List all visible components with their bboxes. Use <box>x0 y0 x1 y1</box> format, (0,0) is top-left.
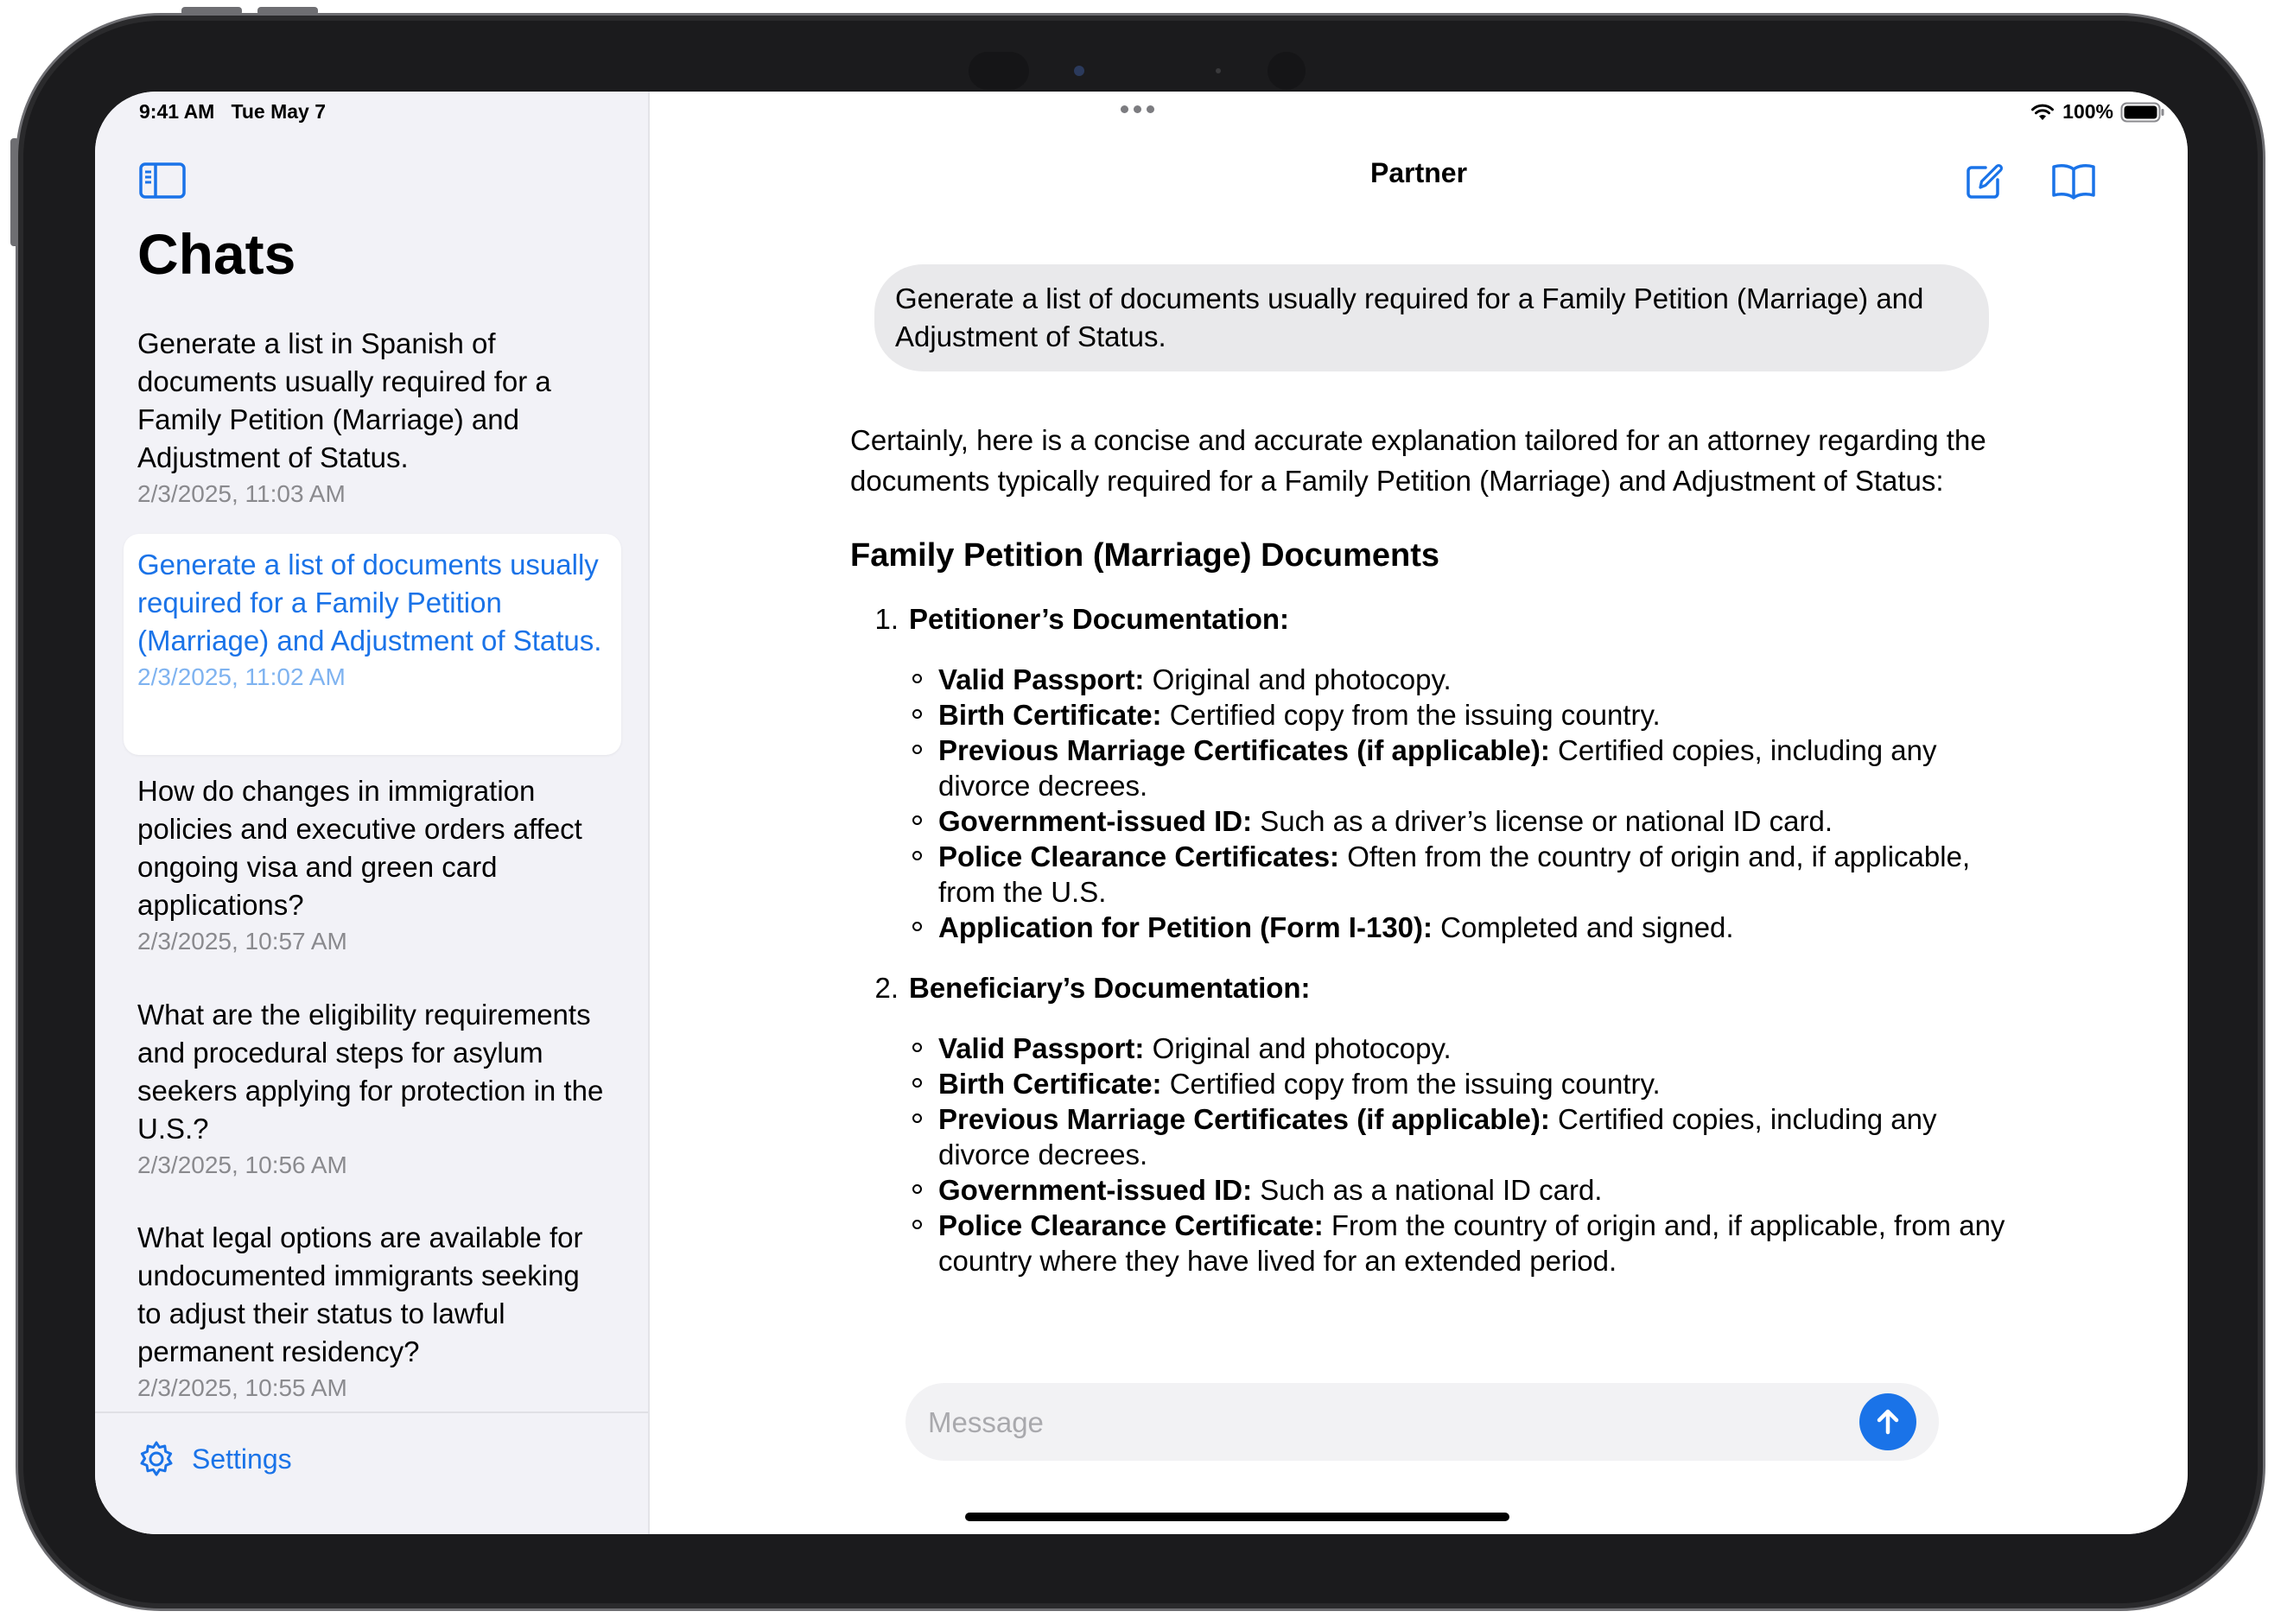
bullet-list <box>850 662 2008 945</box>
message-input[interactable] <box>926 1399 1837 1447</box>
bullet-label: Valid Passport: <box>938 1032 1145 1064</box>
list-item <box>909 1101 2008 1172</box>
list-item <box>909 839 2008 910</box>
wifi-icon <box>2030 103 2055 122</box>
chat-item-text: Generate a list in Spanish of documents usually required for a Family Petition (Marriage) and Adjustment of Status. <box>137 327 551 473</box>
list-item <box>909 1172 2008 1208</box>
list-item <box>909 662 2008 697</box>
bullet-text: Original and photocopy. <box>1144 1032 1452 1064</box>
bullet-label: Previous Marriage Certificates (if applicable): <box>938 1103 1550 1135</box>
list-item <box>909 803 2008 839</box>
bullet-text: Such as a driver’s license or national ID card. <box>1252 805 1833 837</box>
book-icon <box>2049 159 2098 202</box>
settings-button[interactable] <box>137 1439 292 1479</box>
message-composer <box>905 1383 1939 1461</box>
bullet-label: Police Clearance Certificates: <box>938 841 1340 872</box>
section-number: 2. <box>874 972 899 1004</box>
chat-item-time: 2/3/2025, 10:57 AM <box>137 928 347 955</box>
send-button[interactable] <box>1859 1393 1916 1450</box>
compose-button[interactable] <box>1963 159 2006 202</box>
status-time-text: 9:41 AM <box>139 100 215 123</box>
battery-icon <box>2120 101 2165 124</box>
chat-list-item-selected[interactable] <box>124 534 621 755</box>
chat-item-time: 2/3/2025, 10:56 AM <box>137 1151 347 1178</box>
list-item <box>909 733 2008 803</box>
chat-list-item[interactable] <box>124 996 621 1181</box>
compose-icon <box>1963 159 2006 202</box>
bullet-label: Application for Petition (Form I-130): <box>938 911 1433 943</box>
multitasking-handle[interactable] <box>1121 105 1154 113</box>
settings-label: Settings <box>192 1443 292 1475</box>
bullet-text: Such as a national ID card. <box>1252 1174 1603 1206</box>
front-camera-area <box>969 50 1331 92</box>
list-item <box>909 697 2008 733</box>
bullet-text: Certified copies, including any divorce decrees. <box>938 1103 1937 1170</box>
library-button[interactable] <box>2049 159 2098 202</box>
chat-list-item[interactable] <box>124 772 621 957</box>
chat-item-text: What legal options are available for undocumented immigrants seeking to adjust their status to lawful permanent residency? <box>137 1221 583 1367</box>
bullet-text: Certified copies, including any divorce decrees. <box>938 734 1937 802</box>
bullet-text: Original and photocopy. <box>1144 663 1452 695</box>
list-item <box>909 910 2008 945</box>
bullet-label: Birth Certificate: <box>938 699 1162 731</box>
chat-item-time: 2/3/2025, 11:03 AM <box>137 480 346 507</box>
section-number: 1. <box>874 603 899 635</box>
user-message-bubble: Generate a list of documents usually required for a Family Petition (Marriage) and Adjustment of Status. <box>874 264 1989 371</box>
bullet-label: Government-issued ID: <box>938 805 1253 837</box>
ipad-screen <box>95 92 2188 1534</box>
page-title: Chats <box>137 222 296 286</box>
bullet-list <box>850 1031 2008 1278</box>
numbered-section <box>850 599 2008 1278</box>
sidebar-toggle-icon <box>138 159 187 202</box>
status-right <box>2030 100 2165 124</box>
bullet-label: Government-issued ID: <box>938 1174 1253 1206</box>
section-title: Petitioner’s Documentation: <box>909 603 1290 635</box>
camera-lens <box>1074 66 1084 76</box>
bullet-label: Police Clearance Certificate: <box>938 1209 1324 1241</box>
gear-icon <box>137 1439 176 1479</box>
camera-sensor-dot <box>1216 68 1221 73</box>
bullet-text: Certified copy from the issuing country. <box>1161 1068 1661 1100</box>
bullet-label: Previous Marriage Certificates (if applicable): <box>938 734 1550 766</box>
list-item <box>909 1031 2008 1066</box>
chat-item-time: 2/3/2025, 10:55 AM <box>137 1374 347 1401</box>
list-item <box>909 1208 2008 1278</box>
sidebar <box>95 92 650 1534</box>
settings-bar <box>95 1411 648 1534</box>
chat-item-text: How do changes in immigration policies and executive orders affect ongoing visa and green card applications? <box>137 775 582 921</box>
battery-percent: 100% <box>2062 100 2113 123</box>
list-item <box>909 1066 2008 1101</box>
bullet-text: From the country of origin and, if applicable, from any country where they have lived for an extended period. <box>938 1209 2005 1277</box>
status-time <box>139 100 326 124</box>
camera-sensor-2 <box>1268 52 1306 90</box>
assistant-intro: Certainly, here is a concise and accurate explanation tailored for an attorney regarding the documents typically required for a Family Petition (Marriage) and Adjustment of Status: <box>850 424 1986 497</box>
camera-sensor <box>969 52 1029 90</box>
assistant-message <box>850 420 2008 1435</box>
arrow-up-icon <box>1871 1405 1905 1439</box>
status-date-text: Tue May 7 <box>231 100 327 123</box>
section-heading: Family Petition (Marriage) Documents <box>850 537 1440 574</box>
bullet-label: Valid Passport: <box>938 663 1145 695</box>
home-indicator[interactable] <box>965 1513 1509 1521</box>
chat-list-item[interactable] <box>124 325 621 510</box>
nav-title: Partner <box>1369 157 1468 188</box>
chat-main-panel <box>650 92 2188 1534</box>
chat-item-text: Generate a list of documents usually required for a Family Petition (Marriage) and Adjustment of Status. <box>137 549 602 657</box>
bullet-text: Completed and signed. <box>1433 911 1734 943</box>
chat-item-text: What are the eligibility requirements and procedural steps for asylum seekers applying for protection in the U.S.? <box>137 999 604 1145</box>
bullet-text: Often from the country of origin and, if applicable, from the U.S. <box>938 841 1971 908</box>
bullet-text: Certified copy from the issuing country. <box>1161 699 1661 731</box>
chat-item-time: 2/3/2025, 11:02 AM <box>137 663 346 690</box>
bullet-label: Birth Certificate: <box>938 1068 1162 1100</box>
chat-list-item[interactable] <box>124 1219 621 1404</box>
section-title: Beneficiary’s Documentation: <box>909 972 1311 1004</box>
sidebar-toggle-button[interactable] <box>138 159 187 202</box>
